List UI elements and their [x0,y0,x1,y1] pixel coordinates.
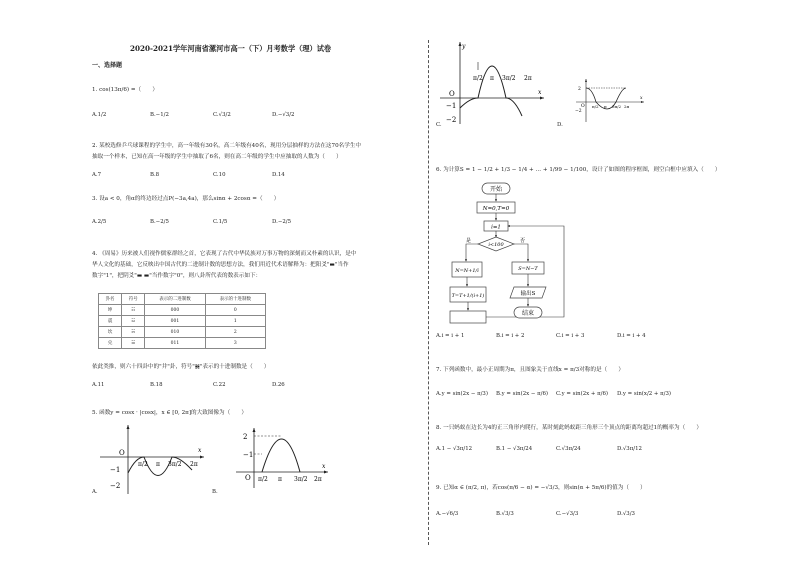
flow-n-update-label: N=N+1/i [455,268,479,274]
y-tick-label: 2 [243,433,248,441]
question-2-line-1: 2. 某校选修乒乓球课程的学生中，高一年级有30名，高二年级有40名，现用分层抽样的方法在这70名学生中 [92,143,362,149]
x-tick-label: π [604,104,607,109]
question-4-line-1: 4. 《周易》历来被人们视作儒家群经之首，它表现了古代中华民族对万事万物的深刻而又朴素的认识，是中 [92,251,357,257]
table-cell: 3 [205,338,265,349]
section-heading: 一、选择题 [92,62,123,69]
x-axis-label: x [538,89,542,96]
trigram-symbol: ☳ [122,316,145,327]
question-4-line-2: 华人文化的基础，它反映出中国古代的二进制计数的思想方法，我们用近代术语解释为：把阳爻"▬"当作 [92,262,349,268]
y-tick-label: −1 [243,451,254,459]
q9-option-c: C.−√3/3 [556,511,579,517]
y-tick-label: −2 [575,109,582,114]
y-tick-label: −1 [110,466,121,474]
x-axis-label: x [322,463,326,470]
flow-i-label: i=1 [491,224,501,231]
table-cell: 震 [99,316,122,327]
table-cell: 坤 [99,305,122,316]
x-tick-label: 2π [190,461,198,468]
origin-label: O [119,449,125,457]
flow-init-label: N=0,T=0 [482,206,510,212]
q6-option-d: D.i = i + 4 [617,333,646,339]
q2-option-d: D.14 [272,172,285,178]
flow-no-label: 否 [520,238,526,244]
origin-label: O [581,104,585,109]
x-tick-label: 2π [314,476,322,483]
x-tick-label: π [156,461,160,468]
q4-option-c: C.22 [213,382,226,388]
question-2-line-2: 抽取一个样本，已知在高一年级的学生中抽取了6名，则在高二年级的学生中应抽取的人数为（ ） [92,154,342,160]
x-axis-label: x [198,447,202,454]
question-4-tail: 依此类推，则六十四卦中的"井"卦，符号"䷯"表示的十进制数是（ ） [92,364,270,370]
q5-option-a-label: A. [92,489,98,495]
table-cell: 1 [205,316,265,327]
flow-end-label: 结束 [521,310,535,317]
x-tick-label: 2π [524,75,532,82]
q4-option-a: A.11 [92,382,105,388]
q1-option-b: B.−1/2 [150,112,169,118]
x-tick-label: 3π/2 [294,476,308,483]
flow-t-update-label: T=T+1/(i+1) [451,293,485,299]
flow-start-label: 开始 [489,186,503,193]
x-tick-label: π/2 [138,461,148,468]
x-tick-label: 3π/2 [502,75,516,82]
q3-option-c: C.1/5 [213,219,228,225]
graph-a [92,422,210,496]
flow-yes-label: 是 [466,238,472,244]
table-header: 表示的十进制数 [205,294,265,305]
x-tick-label: 2π [624,104,630,109]
q6-option-a: A.i = i + 1 [436,333,465,339]
question-5-stem: 5. 函数y = cosx · |cosx|，x ∈ [0, 2π]的大致图像为（ ） [92,410,247,416]
trigram-symbol: ☱ [122,338,145,349]
q7-option-d: D.y = sin(x/2 + π/3) [617,391,672,397]
column-divider [428,40,429,545]
flow-condition-label: i<100 [488,242,504,248]
table-cell: 010 [145,327,205,338]
q5-option-b-label: B. [212,489,218,495]
question-1-stem: 1. cos(13π/6) =（ ） [92,87,158,93]
q3-option-d: D.−2/5 [272,219,292,225]
table-header: 表示的二进制数 [145,294,205,305]
x-tick-label: π [278,476,282,483]
table-cell: 坎 [99,327,122,338]
table-row [99,327,266,338]
q9-option-d: D.√3/3 [617,511,635,517]
exam-title: 2020-2021学年河南省漯河市高一（下）月考数学（理）试卷 [130,44,332,53]
question-4-line-3: 数字"1"，把阴爻"▬ ▬"当作数字"0"，则八卦所代表的数表示如下： [92,273,262,279]
q8-option-b: B.1 − √3π/24 [496,446,533,452]
q8-option-d: D.√3π/12 [617,446,642,452]
q1-option-d: D.−√3/2 [272,112,295,118]
origin-label: O [245,474,251,482]
q7-option-b: B.y = sin(2x − π/6) [496,391,549,397]
q1-option-c: C.√3/2 [213,112,231,118]
q7-option-a: A.y = sin(2x − π/3) [436,391,488,397]
x-tick-label: π/2 [473,75,483,82]
bagua-table [98,293,266,349]
table-header-row [99,294,266,305]
q3-option-b: B.−2/5 [150,219,169,225]
y-tick-label: −1 [446,102,457,110]
table-header: 卦名 [99,294,122,305]
table-cell: 001 [145,316,205,327]
q9-option-a: A.−√6/3 [436,511,459,517]
q5-option-d-label: D. [557,122,563,128]
question-3-stem: 3. 设a < 0，角α的终边经过点P(−3a,4a)，那么sinα + 2cosα =（ ） [92,196,280,202]
flow-s-calc-label: S=N−T [518,266,538,272]
y-tick-label: 2 [578,87,581,92]
table-cell: 兑 [99,338,122,349]
q2-option-a: A.7 [92,172,102,178]
q2-option-c: C.10 [213,172,226,178]
q7-option-c: C.y = sin(2x + π/6) [556,391,609,397]
q2-option-b: B.8 [150,172,160,178]
y-axis-label: y [462,43,466,50]
question-8-stem: 8. 一只蚂蚁在边长为4的正三角形内爬行，某时刻此蚂蚁距三角形三个顶点的距离均超过1的概率为（ ） [436,425,702,431]
table-row [99,316,266,327]
table-cell: 0 [205,305,265,316]
table-cell: 000 [145,305,205,316]
q6-option-c: C.i = i + 3 [556,333,585,339]
table-header: 符号 [122,294,145,305]
graph-d [570,76,650,126]
q3-option-a: A.2/5 [92,219,107,225]
y-tick-label: −2 [446,116,457,124]
origin-label: O [449,90,455,98]
graph-b [228,424,332,492]
table-row [99,305,266,316]
trigram-symbol: ☵ [122,327,145,338]
x-tick-label: π/2 [592,104,599,109]
table-cell: 2 [205,327,265,338]
question-7-stem: 7. 下列函数中，最小正周期为π，且图象关于直线x = π/3对称的是（ ） [436,367,624,373]
x-tick-label: 3π/2 [168,461,182,468]
flowchart [444,180,594,326]
flow-blank-box [450,311,486,323]
x-axis-label: x [640,96,643,101]
table-cell: 011 [145,338,205,349]
table-row [99,338,266,349]
graph-c [436,40,548,126]
q5-option-c-label: C. [436,122,442,128]
q4-option-d: D.26 [272,382,285,388]
question-9-stem: 9. 已知α ∈ (π/2, π)，若cos(π/6 − α) = −√3/3，则sin(α + 5π/6)的值为（ ） [436,485,646,491]
question-6-stem: 6. 为计算S = 1 − 1/2 + 1/3 − 1/4 + … + 1/99 − 1/100，设计了如图的程序框图，则空白框中应填入（ ） [436,167,721,173]
x-tick-label: 3π/2 [612,104,622,109]
x-tick-label: π [490,75,494,82]
trigram-symbol: ☷ [122,305,145,316]
q1-option-a: A.1/2 [92,112,107,118]
q6-option-b: B.i = i + 2 [496,333,525,339]
q8-option-a: A.1 − √3π/12 [436,446,473,452]
y-tick-label: −2 [110,482,121,490]
flow-output-label: 输出S [520,291,536,297]
q8-option-c: C.√3π/24 [556,446,581,452]
q9-option-b: B.√3/3 [496,511,514,517]
x-tick-label: π/2 [258,476,268,483]
q4-option-b: B.18 [150,382,163,388]
